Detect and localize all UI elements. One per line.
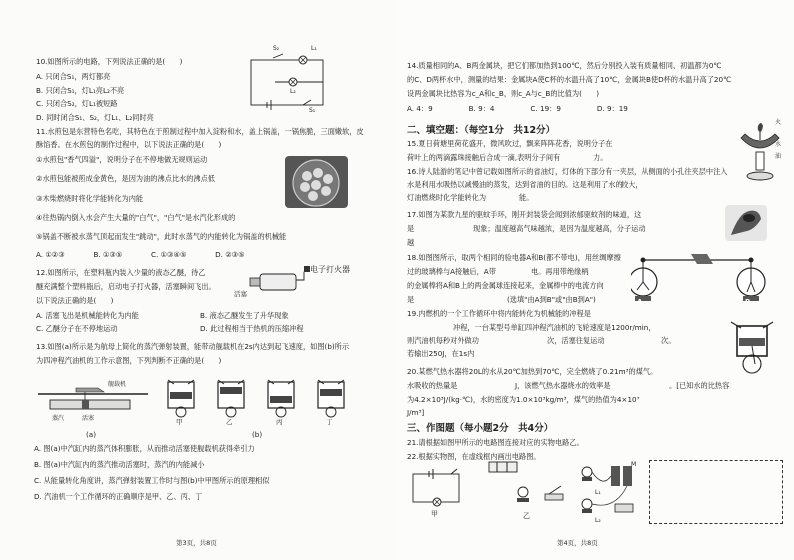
q12-line2: 醚充满整个塑料瓶后，启动电子打火器，活塞瞬间飞出。	[36, 282, 216, 291]
q12-option-a: A. 活塞飞出是机械能转化为内能	[36, 311, 139, 320]
q14-line1: 14.质量相同的A、B两金属块，把它们都加热到100℃，然后分别投入装有质量相同、初温都为0℃	[407, 61, 722, 70]
q11-statement-5: ⑤锅盖不断被水蒸气顶起而发生"跳动"，此时水蒸气的内能转化为锅盖的机械能	[36, 232, 287, 241]
q13-option-b: B. 图(a)中汽缸内的蒸汽推动活塞时，蒸汽的内能减小	[34, 460, 205, 469]
q10-label-s2: S₂	[273, 45, 280, 52]
q20-line3: J，该燃气热水器烧水的效率是	[515, 381, 611, 390]
q22-text: 22.根据实物图，在虚线框内画出电路图。	[407, 452, 541, 461]
q16-oil-lamp-figure	[735, 118, 785, 188]
q22-real-circuit	[575, 460, 641, 526]
q21-circuit-yi	[483, 456, 569, 522]
q22-label-l1: L₁	[595, 489, 601, 496]
q14-line2: 的C、D两杯水中，测量的结果：金属块A使C杯的水温升高了10℃，金属块B使D杯的水温升高了20℃	[407, 75, 732, 84]
q11-statement-3: ③木柴燃烧时将化学能转化为内能	[36, 194, 144, 203]
q14-line3: 设两金属块比热容为c_A和c_B，则c_A与c_B的比值为( )	[407, 89, 600, 98]
stroke-cylinder-3	[268, 380, 294, 417]
q15-line3: 力。	[593, 153, 608, 162]
q10-option-b: B. 只闭合S₁，灯L₁亮L₂不亮	[36, 86, 125, 95]
q19-line5: 次。	[661, 336, 676, 345]
q13-engine-strokes	[158, 378, 358, 428]
q11-statement-1: ①水煎包"香气四溢"，说明分子在不停地做无规则运动	[36, 155, 208, 164]
q21-label-yi: 乙	[523, 512, 530, 520]
q13-label-a: (a)	[86, 430, 97, 439]
q19-line1: 19.内燃机的一个工作循环中将内能转化为机械能的冲程是	[407, 309, 591, 318]
q13-option-c: C. 从能量转化角度讲，蒸汽弹射装置工作时与图(b)中甲图所示的原理相似	[34, 476, 270, 485]
left-page-footer: 第3页，共8页	[176, 539, 217, 547]
q12-label-igniter: 电子打火器	[310, 265, 350, 274]
q21-circuit-jia	[407, 466, 467, 522]
q12-line3: 以下说法正确的是( )	[36, 296, 114, 305]
q17-line2: 是	[407, 224, 415, 233]
section-2-heading: 二、填空题：（每空1分 共12分）	[407, 125, 556, 136]
q11-line1: 11.水煎包是东营特色名吃，其特色在于煎制过程中加入淀粉和水，盖上锅盖，一锅焦脆，三面嫩软，皮	[36, 127, 364, 136]
q16-line4: 灯油燃烧时化学能转化为	[407, 193, 487, 202]
q11-options: A. ①②③ B. ①③⑤ C. ①③④⑤ D. ②③⑤	[36, 250, 245, 259]
q11-dumpling-photo	[285, 156, 348, 208]
q10-circuit-diagram	[245, 45, 330, 115]
q13-label-piston: 活塞	[82, 415, 95, 422]
q16-line3: 较大，	[621, 180, 643, 189]
q21-label-jia: 甲	[431, 510, 438, 518]
stroke-label-4: 丁	[326, 418, 333, 426]
q13-option-d: D. 汽油机一个工作循环的正确顺序是甲、乙、丙、丁	[34, 492, 203, 501]
q14-options: A. 4：9 B. 9：4 C. 19：9 D. 9：19	[407, 104, 628, 113]
q11-statement-4: ④往热锅内倒入水会产生大量的"白气"，"白气"是水汽化形成的	[36, 213, 236, 222]
q11-line2: 酥馅香。在水煎包的制作过程中，以下说法正确的是( )	[36, 140, 222, 149]
q18-label-a: A	[637, 298, 643, 306]
q18-line4: 的金属棒将A和B上的两金属球连接起来，金属棒中的电流方向	[407, 281, 604, 290]
right-page-footer: 第4页，共8页	[557, 539, 598, 547]
q19-line3: 则汽油机每秒对外做功	[407, 336, 479, 345]
q20-line1: 20.某燃气热水器将20L的水从20℃加热到70℃，完全燃烧了0.21m³的煤气。	[407, 367, 658, 376]
q18-electroscopes-figure	[631, 252, 787, 308]
q18-line2: 过的玻璃棒与A接触后，A带	[407, 267, 496, 276]
q17-line3: 现象；温度越高气味越浓，是因为温度越高，分子运动	[473, 224, 646, 233]
q12-line1: 12.如图所示，在塑料瓶内装入少量的液态乙醚，待乙	[36, 268, 206, 277]
q18-line3: 电。再用带绝缘柄	[531, 267, 589, 276]
q15-line1: 15.夏日荷塘里荷花盛开，微风吹过，飘来阵阵花香，说明分子在	[407, 139, 613, 148]
q19-engine-figure	[721, 318, 787, 380]
q16-label-oil: 油	[775, 153, 782, 160]
stroke-cylinder-4	[318, 380, 344, 417]
q19-line4: 次，活塞往复运动	[547, 336, 605, 345]
q17-wristband-photo	[725, 205, 767, 241]
q10-option-d: D. 同时闭合S₁、S₂，灯L₁、L₂同时亮	[36, 113, 154, 122]
q12-label-piston: 活塞	[234, 290, 247, 298]
q16-line1: 16.诗人陆游的笔记中曾记载如图所示的省油灯，灯体的下部分有一夹层，从侧面的小孔往夹层中注入	[407, 167, 728, 176]
stroke-label-2: 乙	[226, 418, 233, 426]
q19-line2: 冲程，一台某型号单缸四冲程汽油机的飞轮速度是1200r/min，	[453, 323, 656, 332]
q12-option-b: B. 液态乙醚发生了升华现象	[200, 311, 289, 320]
q18-line6: (选填"由A到B"或"由B到A")	[507, 295, 596, 304]
q10-option-c: C. 只闭合S₂，灯L₁被短路	[36, 99, 118, 108]
q15-line2: 荷叶上的两滴露珠接触后合成一滴,表明分子间有	[407, 153, 561, 162]
q19-line6: 若输出250J，在1s内	[407, 349, 475, 358]
stroke-label-3: 丙	[276, 418, 283, 426]
q16-label-fire: 火	[775, 119, 782, 126]
right-page	[397, 0, 794, 560]
stroke-cylinder-2	[218, 380, 244, 417]
q20-line6: J/m³]	[407, 408, 425, 417]
q18-line1: 18.如图图所示，取两个相同的验电器A和B(都不带电)，用丝绸摩擦	[407, 253, 621, 262]
q13-label-steam: 蒸汽	[52, 415, 65, 422]
q18-line5: 是	[407, 295, 415, 304]
q13-line1: 13.如图(a)所示是为航母上简化的蒸汽弹射装置，能带动舰载机在2s内达到起飞速度，如图(b)所示	[36, 342, 350, 351]
q17-line4: 越	[407, 238, 415, 247]
q16-line5: 能。	[519, 193, 534, 202]
q16-label-water: 水	[775, 141, 782, 148]
q13-line2: 为四冲程汽油机的工作示意图，下列判断不正确的是( )	[36, 356, 222, 365]
q10-stem: 10.如图所示的电路，下列说法正确的是( )	[36, 57, 183, 66]
q18-label-b: B	[745, 298, 751, 306]
q12-option-c: C. 乙醚分子在不停地运动	[36, 324, 118, 333]
q22-answer-box[interactable]	[649, 460, 783, 524]
q12-bottle-diagram	[230, 262, 350, 302]
q10-option-a: A. 只闭合S₁，两灯都亮	[36, 72, 111, 81]
q20-line2: 水吸收的热量是	[407, 381, 458, 390]
q10-label-l1: L₁	[311, 45, 317, 52]
section-3-heading: 三、作图题（每小题2分 共4分）	[407, 423, 554, 434]
q13-option-a: A. 图(a)中汽缸内的蒸汽体积膨胀，从而推动活塞使舰载机获得牵引力	[34, 444, 255, 453]
q16-line2: 水是利用水吸热以减慢油的蒸发，达到省油的目的。这是利用了水的	[407, 180, 623, 189]
stroke-cylinder-1	[168, 380, 194, 417]
q20-line5: 为4.2×10³J/(kg·℃)，水的密度为1.0×10³kg/m³，煤气的热值为4×10⁷	[407, 395, 640, 404]
q17-line1: 17.如图为某款九星的驱蚊手环，刚开封装袋会闻到浓郁驱蚊剂的味道，这	[407, 210, 642, 219]
q13-label-b: (b)	[252, 430, 263, 439]
q10-label-s1: S₁	[309, 107, 316, 114]
q10-label-l2: L₂	[290, 88, 296, 95]
stroke-label-1: 甲	[176, 418, 183, 426]
q20-line4: 。[已知水的比热容	[669, 381, 730, 390]
q11-statement-2: ②水煎包能被煎成金黄色，是因为油的沸点比水的沸点低	[36, 174, 215, 183]
q13-catapult-diagram	[36, 378, 151, 428]
q21-text: 21.请根据如图甲所示的电路图连接对应的实物电路乙。	[407, 438, 584, 447]
q12-option-d: D. 此过程相当于热机的压缩冲程	[200, 324, 304, 333]
q13-label-aircraft: 舰载机	[108, 381, 127, 388]
q22-label-m: M	[631, 461, 637, 468]
q22-label-l2: L₂	[595, 517, 601, 524]
